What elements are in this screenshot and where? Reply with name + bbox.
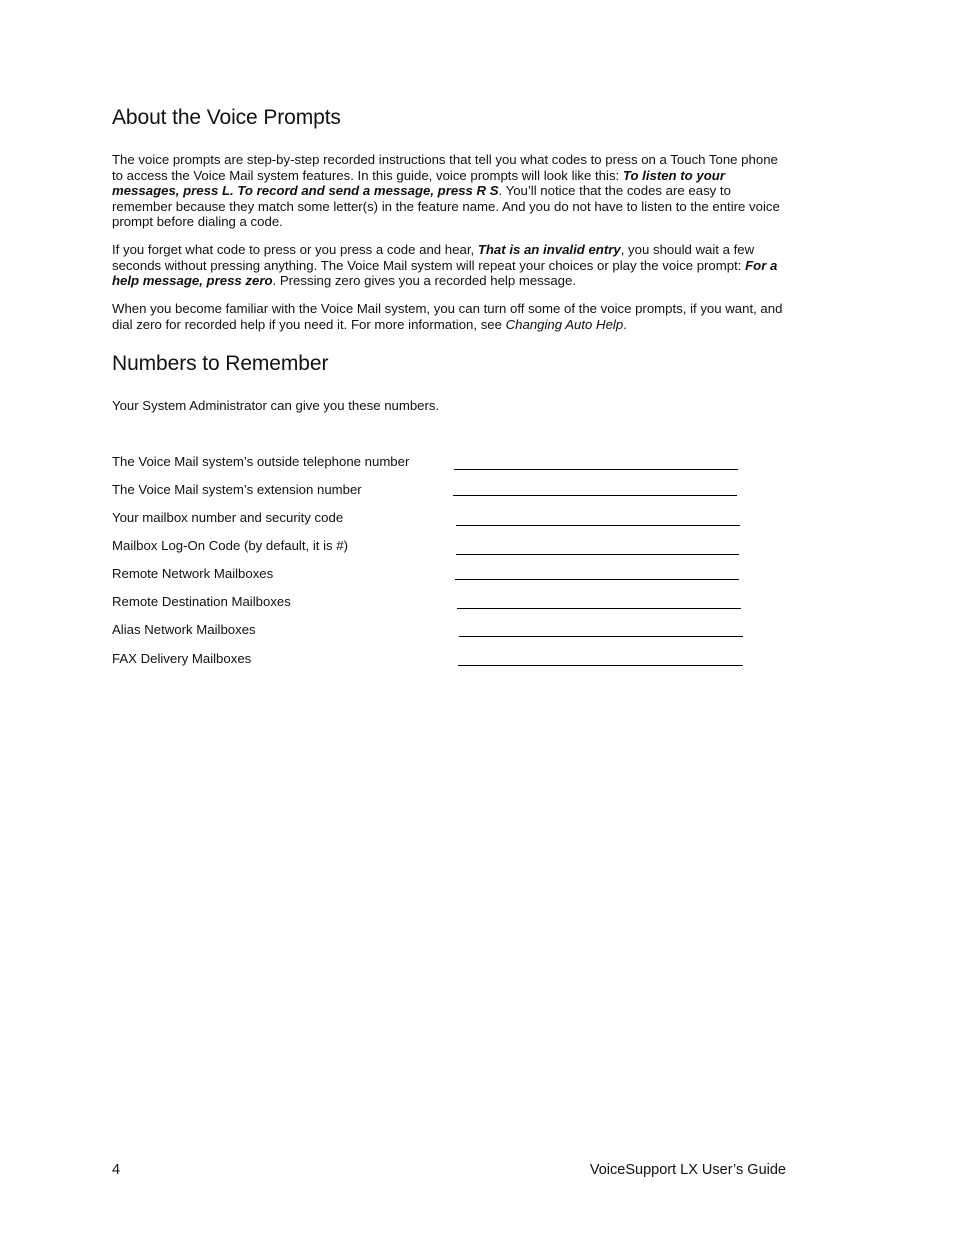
paragraph-voice-prompts-intro: The voice prompts are step-by-step recorded instructions that tell you what codes to press on a Touch Tone phone to access the Voice Mail system features. In this guide, voice prompts will look like this: To listen to your messages, press L. To record and send a message, press R S. You’ll notice that the codes are easy to remember because they match some letter(s) in the feature name. And you do not have to listen to the entire voice prompt before dialing a code. bbox=[112, 152, 780, 230]
row-label-mailbox-security: Your mailbox number and security code bbox=[112, 510, 344, 525]
section-heading-numbers: Numbers to Remember bbox=[112, 352, 329, 375]
fill-in-line-fax-delivery[interactable] bbox=[458, 665, 743, 666]
fill-in-line-mailbox-security[interactable] bbox=[456, 525, 740, 526]
numbers-intro-text: Your System Administrator can give you these numbers. bbox=[112, 398, 440, 413]
paragraph-auto-help: When you become familiar with the Voice Mail system, you can turn off some of the voice prompts, if you want, and dial zero for recorded help if you need it. For more information, see Changing Auto Help. bbox=[112, 301, 783, 332]
fill-in-line-remote-network[interactable] bbox=[455, 579, 739, 580]
row-label-fax-delivery: FAX Delivery Mailboxes bbox=[112, 651, 252, 666]
fill-in-line-remote-destination[interactable] bbox=[457, 608, 741, 609]
row-label-alias-network: Alias Network Mailboxes bbox=[112, 622, 256, 637]
row-label-remote-destination: Remote Destination Mailboxes bbox=[112, 594, 291, 609]
row-label-outside-telephone: The Voice Mail system’s outside telephone number bbox=[112, 454, 410, 469]
fill-in-line-extension-number[interactable] bbox=[453, 495, 737, 496]
paragraph-invalid-entry: If you forget what code to press or you press a code and hear, That is an invalid entry, you should wait a few seconds without pressing anything. The Voice Mail system will repeat your choices or play the voice prompt: For a help message, press zero. Pressing zero gives you a recorded help message. bbox=[112, 242, 778, 289]
row-label-extension-number: The Voice Mail system’s extension number bbox=[112, 482, 362, 497]
fill-in-line-alias-network[interactable] bbox=[459, 636, 743, 637]
footer-guide-title: VoiceSupport LX User’s Guide bbox=[589, 1162, 786, 1178]
fill-in-line-logon-code[interactable] bbox=[456, 554, 739, 555]
row-label-remote-network: Remote Network Mailboxes bbox=[112, 566, 274, 581]
footer-page-number: 4 bbox=[112, 1162, 121, 1178]
fill-in-line-outside-telephone[interactable] bbox=[454, 469, 738, 470]
row-label-logon-code: Mailbox Log-On Code (by default, it is #) bbox=[112, 538, 349, 553]
section-heading-voice-prompts: About the Voice Prompts bbox=[112, 106, 341, 129]
